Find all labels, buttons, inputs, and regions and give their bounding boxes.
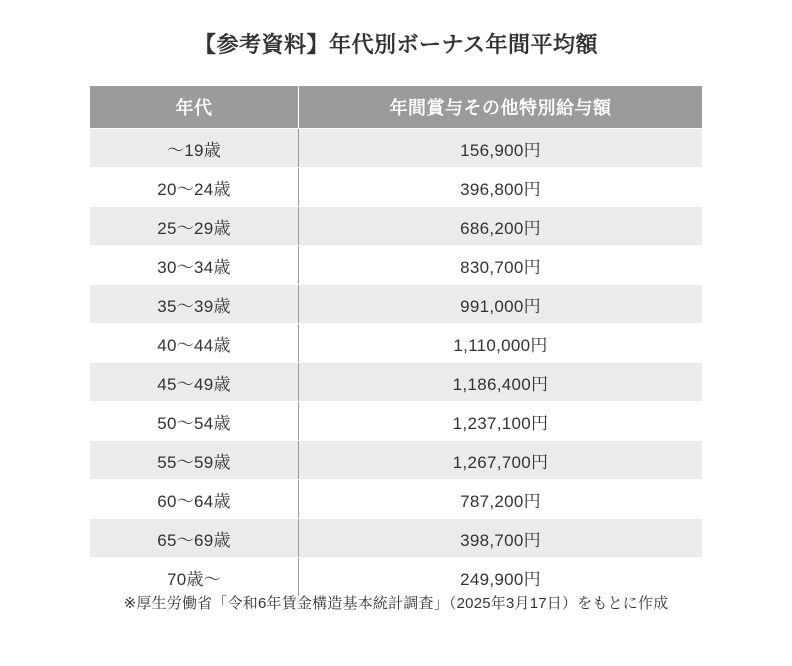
table-container [89,85,703,597]
cell-amount: 991,000円 [299,285,703,324]
bonus-average-table [89,85,703,597]
cell-amount: 1,267,700円 [299,441,703,480]
cell-amount: 396,800円 [299,168,703,207]
cell-age: 30〜34歳 [90,246,299,285]
table-row [90,558,703,597]
cell-amount: 686,200円 [299,207,703,246]
table-row [90,363,703,402]
cell-amount: 249,900円 [299,558,703,597]
cell-amount: 1,237,100円 [299,402,703,441]
cell-age: 70歳〜 [90,558,299,597]
cell-age: 55〜59歳 [90,441,299,480]
table-row [90,402,703,441]
cell-age: 35〜39歳 [90,285,299,324]
cell-age: 50〜54歳 [90,402,299,441]
cell-amount: 787,200円 [299,480,703,519]
table-row [90,324,703,363]
column-header-age: 年代 [90,86,299,129]
page-title: 【参考資料】年代別ボーナス年間平均額 [193,32,599,57]
table-body [90,129,703,597]
table-row [90,207,703,246]
cell-age: 〜19歳 [90,129,299,168]
table-row [90,285,703,324]
table-row [90,246,703,285]
cell-age: 25〜29歳 [90,207,299,246]
cell-amount: 156,900円 [299,129,703,168]
table-row [90,519,703,558]
table-row [90,168,703,207]
cell-age: 40〜44歳 [90,324,299,363]
table-row [90,480,703,519]
cell-amount: 1,186,400円 [299,363,703,402]
cell-age: 20〜24歳 [90,168,299,207]
cell-age: 45〜49歳 [90,363,299,402]
table-header [90,86,703,129]
cell-amount: 1,110,000円 [299,324,703,363]
cell-age: 65〜69歳 [90,519,299,558]
cell-age: 60〜64歳 [90,480,299,519]
source-note: ※厚生労働省「令和6年賃金構造基本統計調査」（2025年3月17日）をもとに作成 [123,595,669,612]
column-header-amount: 年間賞与その他特別給与額 [299,86,703,129]
table-row [90,129,703,168]
cell-amount: 398,700円 [299,519,703,558]
table-row [90,441,703,480]
cell-amount: 830,700円 [299,246,703,285]
table-header-row [90,86,703,129]
